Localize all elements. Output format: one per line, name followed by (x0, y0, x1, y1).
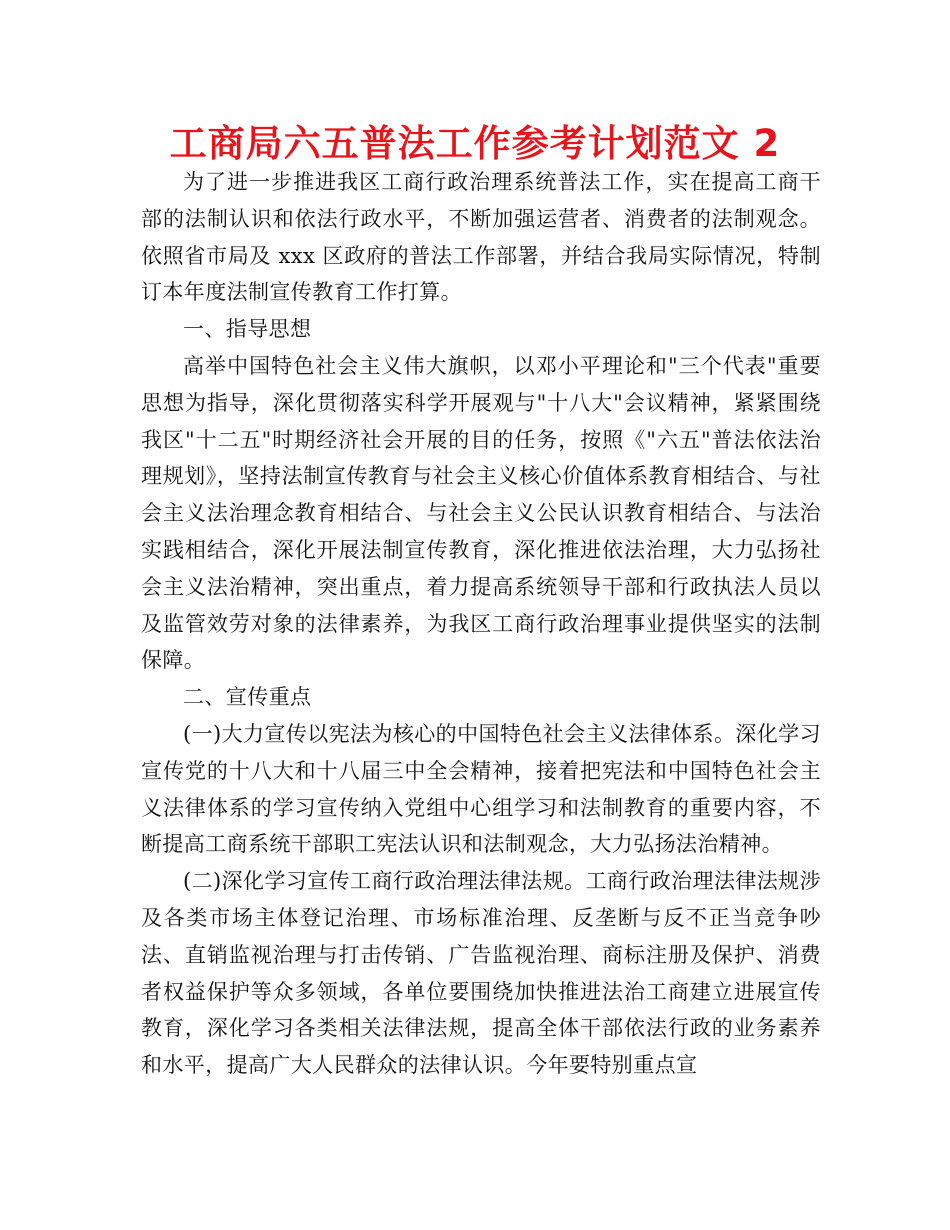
document-title: 工商局六五普法工作参考计划范文 2 (169, 122, 781, 165)
document-body (141, 164, 821, 1084)
guiding-ideology-paragraph: 高举中国特色社会主义伟大旗帜，以邓小平理论和"三个代表"重要思想为指导，深化贯彻落实科学开展观与"十八大"会议精神，紧紧围绕我区"十二五"时期经济社会开展的目的任务，按照《"六五"普法依法治理规划》，坚持法制宣传教育与社会主义核心价值体系教育相结合、与社会主义法治理念教育相结合、与社会主义公民认识教育相结合、与法治实践相结合，深化开展法制宣传教育，深化推进依法治理，大力弘扬社会主义法治精神，突出重点，着力提高系统领导干部和行政执法人员以及监管效劳对象的法律素养，为我区工商行政治理事业提供坚实的法制保障。 (141, 353, 821, 673)
publicity-focus-item-2: (二)深化学习宣传工商行政治理法律法规。工商行政治理法律法规涉及各类市场主体登记治理、市场标准治理、反垄断与反不正当竞争吵法、直销监视治理与打击传销、广告监视治理、商标注册及保护、消费者权益保护等众多领域，各单位要围绕加快推进法治工商建立进展宣传教育，深化学习各类相关法律法规，提高全体干部依法行政的业务素养和水平，提高广大人民群众的法律认识。今年要特别重点宣 (141, 869, 821, 1078)
publicity-focus-item-1: (一)大力宣传以宪法为核心的中国特色社会主义法律体系。深化学习宣传党的十八大和十八届三中全会精神，接着把宪法和中国特色社会主义法律体系的学习宣传纳入党组中心组学习和法制教育的重要内容，不断提高工商系统干部职工宪法认识和法制观念，大力弘扬法治精神。 (141, 721, 821, 857)
section-heading-publicity-focus: 二、宣传重点 (183, 685, 312, 710)
section-heading-guiding-ideology: 一、指导思想 (183, 317, 312, 342)
intro-paragraph: 为了进一步推进我区工商行政治理系统普法工作，实在提高工商干部的法制认识和依法行政水平，不断加强运营者、消费者的法制观念。依照省市局及 xxx 区政府的普法工作部署，并结合我局实际情况，特制订本年度法制宣传教育工作打算。 (141, 170, 821, 305)
